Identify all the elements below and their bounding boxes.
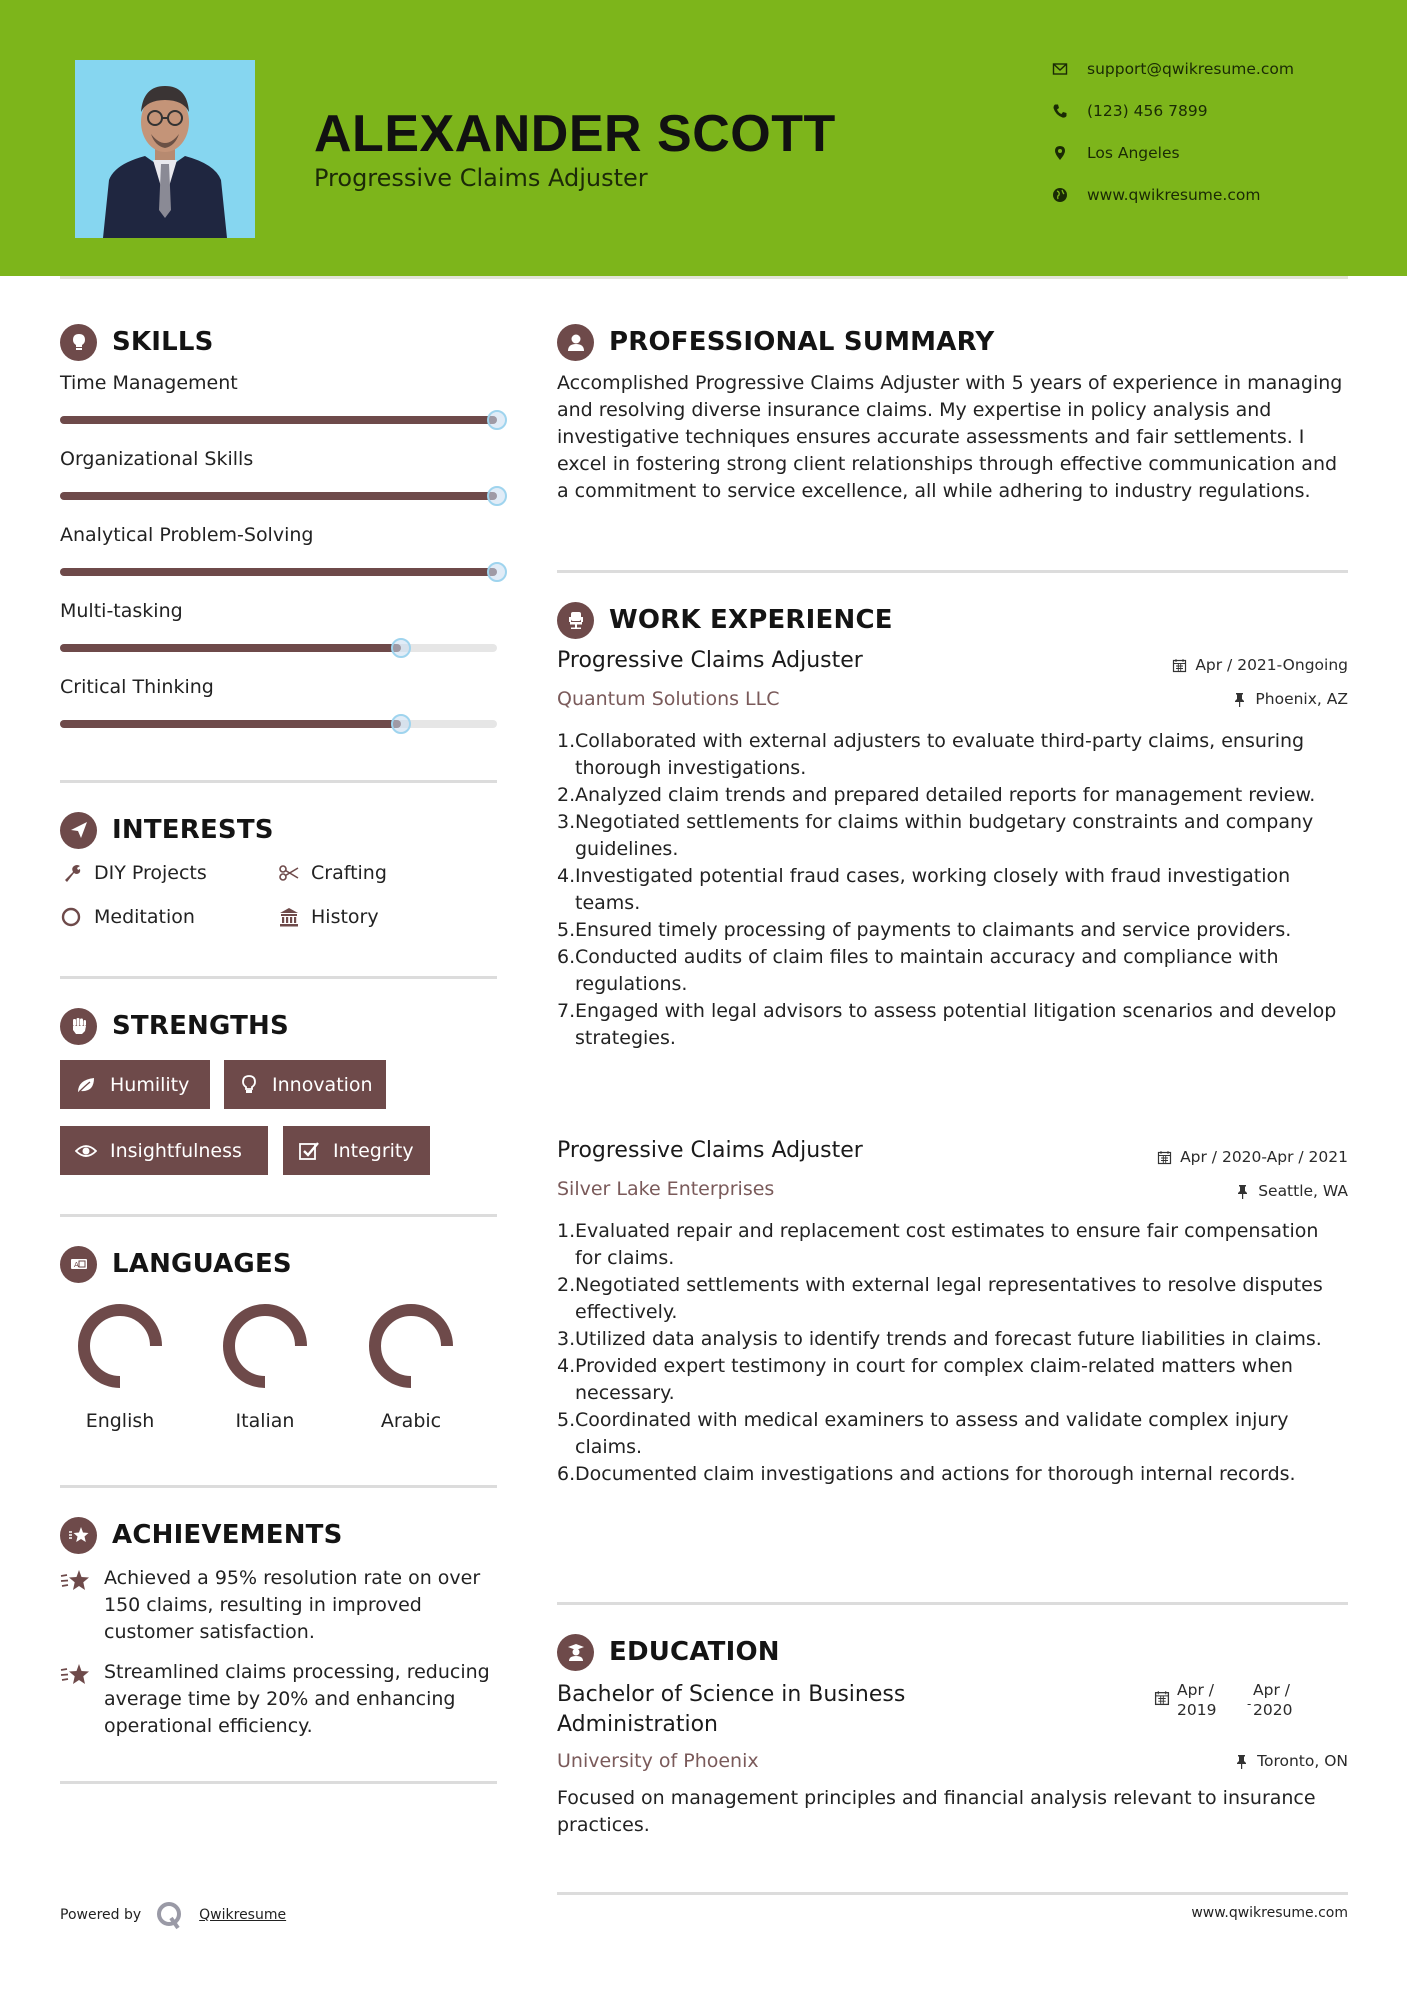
contact-location <box>1050 141 1180 165</box>
interest-item <box>60 859 207 887</box>
language-label: Italian <box>235 1410 295 1432</box>
summary-title: PROFESSIONAL SUMMARY <box>609 327 995 357</box>
job-dates-text: Apr / 2020-Apr / 2021 <box>1180 1148 1348 1166</box>
education-heading <box>557 1632 780 1672</box>
contact-phone[interactable] <box>1050 99 1208 123</box>
experience-heading <box>557 600 893 640</box>
skill-label: Multi-tasking <box>60 600 183 622</box>
strength-chip <box>60 1126 268 1175</box>
job-company: Quantum Solutions LLC <box>557 688 780 710</box>
strength-chip <box>60 1060 210 1109</box>
languages-title: LANGUAGES <box>112 1249 292 1279</box>
star-badge-icon <box>60 1517 97 1554</box>
star-icon <box>60 1661 92 1689</box>
interest-item <box>277 903 379 931</box>
list-item: 4. Provided expert testimony in court for complex claim-related matters when necessary. <box>557 1355 1293 1404</box>
pushpin-icon <box>1234 1183 1250 1199</box>
skill-bar-fill <box>60 644 401 652</box>
skill-label: Critical Thinking <box>60 676 214 698</box>
education-location-text: Toronto, ON <box>1257 1752 1348 1770</box>
skill-bar-knob <box>487 410 507 430</box>
svg-text:A: A <box>73 1261 79 1269</box>
strength-label: Insightfulness <box>110 1139 242 1162</box>
education-school: University of Phoenix <box>557 1750 759 1772</box>
job-title: Progressive Claims Adjuster <box>557 648 863 673</box>
skill-bar-fill <box>60 720 401 728</box>
section-divider <box>557 1602 1348 1605</box>
contact-website-text: www.qwikresume.com <box>1087 186 1261 204</box>
skill-bar <box>60 492 497 500</box>
education-degree: Bachelor of Science in Business Administration <box>557 1682 906 1737</box>
user-icon <box>557 324 594 361</box>
language-item <box>205 1300 325 1432</box>
skill-label: Organizational Skills <box>60 448 254 470</box>
job-title: Progressive Claims Adjuster <box>557 1138 863 1163</box>
language-item <box>60 1300 180 1432</box>
contact-phone-text: (123) 456 7899 <box>1087 102 1208 120</box>
education-description: Focused on management principles and financial analysis relevant to insurance practices. <box>557 1787 1316 1836</box>
achievement-item <box>60 1659 500 1740</box>
job-dates <box>1156 1148 1348 1166</box>
education-title: EDUCATION <box>609 1637 780 1667</box>
strength-label: Innovation <box>272 1073 373 1096</box>
calendar-icon <box>1154 1690 1170 1706</box>
language-progress-ring <box>219 1300 311 1392</box>
graduate-icon <box>557 1634 594 1671</box>
education-location <box>1233 1752 1348 1770</box>
education-start-year: 2019 <box>1177 1701 1217 1719</box>
contact-location-text: Los Angeles <box>1087 144 1180 162</box>
skill-bar-fill <box>60 416 497 424</box>
language-progress-ring <box>365 1300 457 1392</box>
strength-chip <box>283 1126 430 1175</box>
strength-chip <box>224 1060 386 1109</box>
scissors-icon <box>277 861 301 885</box>
job-location <box>1234 1182 1348 1200</box>
interest-item <box>60 903 195 931</box>
powered-by <box>60 1900 286 1930</box>
job-company: Silver Lake Enterprises <box>557 1178 775 1200</box>
education-end-month: Apr / <box>1253 1681 1290 1699</box>
strength-label: Integrity <box>333 1139 414 1162</box>
education-date-separator: - <box>1247 1697 1252 1711</box>
strengths-heading <box>60 1006 289 1046</box>
interest-item <box>277 859 387 887</box>
candidate-name: ALEXANDER SCOTT <box>314 105 836 163</box>
list-item: 3. Utilized data analysis to identify trends and forecast future liabilities in claims. <box>557 1328 1322 1350</box>
summary-heading <box>557 322 994 362</box>
skill-bar <box>60 644 497 652</box>
achievement-text: Achieved a 95% resolution rate on over 150 claims, resulting in improved customer satisfaction. <box>104 1567 481 1643</box>
office-chair-icon <box>557 602 594 639</box>
section-divider <box>60 1485 497 1488</box>
phone-icon <box>1050 101 1070 121</box>
language-label: Arabic <box>380 1410 442 1432</box>
achievements-title: ACHIEVEMENTS <box>112 1520 343 1550</box>
skill-bar <box>60 720 497 728</box>
globe-icon <box>1050 185 1070 205</box>
contact-email[interactable] <box>1050 57 1294 81</box>
skill-bar-knob <box>391 714 411 734</box>
list-item: 1. Evaluated repair and replacement cost estimates to ensure fair compensation for claims. <box>557 1220 1319 1269</box>
skills-heading <box>60 322 214 362</box>
calendar-icon <box>1156 1149 1172 1165</box>
skill-bar <box>60 568 497 576</box>
job-responsibilities <box>557 728 1347 1052</box>
job-dates <box>1171 656 1348 674</box>
list-item: 6. Conducted audits of claim files to maintain accuracy and compliance with regulations. <box>557 946 1279 995</box>
skill-bar-knob <box>487 562 507 582</box>
job-responsibilities <box>557 1218 1347 1488</box>
header-underline <box>60 276 1348 279</box>
skill-bar-fill <box>60 492 497 500</box>
envelope-icon <box>1050 59 1070 79</box>
list-item: 6. Documented claim investigations and actions for thorough internal records. <box>557 1463 1296 1485</box>
strength-label: Humility <box>110 1073 190 1096</box>
job-location <box>1231 690 1348 708</box>
footer-divider <box>557 1892 1348 1895</box>
skill-bar-fill <box>60 568 497 576</box>
skill-label: Analytical Problem-Solving <box>60 524 314 546</box>
star-icon <box>60 1567 92 1595</box>
education-start-month: Apr / <box>1177 1681 1214 1699</box>
achievement-item <box>60 1565 500 1646</box>
map-marker-icon <box>1050 143 1070 163</box>
summary-text: Accomplished Progressive Claims Adjuster with 5 years of experience in managing and resolving diverse insurance claims. My expertise in policy analysis and investigative techniques ensures accurate assessments and fair settlements. I excel in fostering strong client relationships through effective communication and a commitment to service excellence, all while adhering to industry regulations. <box>557 372 1343 502</box>
list-item: 1. Collaborated with external adjusters to evaluate third-party claims, ensuring thorough investigations. <box>557 730 1305 779</box>
skills-title: SKILLS <box>112 327 214 357</box>
education-start <box>1177 1680 1247 1720</box>
job-dates-text: Apr / 2021-Ongoing <box>1195 656 1348 674</box>
skill-bar <box>60 416 497 424</box>
interest-label: Meditation <box>94 906 195 928</box>
language-progress-ring <box>74 1300 166 1392</box>
lightbulb-icon <box>60 324 97 361</box>
leaf-icon <box>74 1073 98 1097</box>
list-item: 2. Analyzed claim trends and prepared detailed reports for management review. <box>557 784 1316 806</box>
eye-icon <box>74 1139 98 1163</box>
circle-icon <box>60 905 84 929</box>
list-item: 7. Engaged with legal advisors to assess potential litigation scenarios and develop strategies. <box>557 1000 1337 1049</box>
qwikresume-logo-icon <box>155 1900 185 1930</box>
job-location-text: Seattle, WA <box>1258 1182 1348 1200</box>
checkbox-icon <box>297 1139 321 1163</box>
achievement-text: Streamlined claims processing, reducing average time by 20% and enhancing operational efficiency. <box>104 1661 490 1737</box>
contact-email-text: support@qwikresume.com <box>1087 60 1294 78</box>
fist-icon <box>60 1008 97 1045</box>
interests-title: INTERESTS <box>112 815 274 845</box>
powered-by-text: Powered by <box>60 1907 142 1923</box>
interest-label: History <box>311 906 379 928</box>
lightbulb-icon <box>238 1073 260 1097</box>
paper-plane-icon <box>60 812 97 849</box>
pushpin-icon <box>1231 691 1247 707</box>
list-item: 5. Coordinated with medical examiners to assess and validate complex injury claims. <box>557 1409 1289 1458</box>
experience-title: WORK EXPERIENCE <box>609 605 893 635</box>
list-item: 3. Negotiated settlements for claims within budgetary constraints and company guidelines. <box>557 811 1314 860</box>
qwikresume-link[interactable]: Qwikresume <box>199 1907 287 1923</box>
calendar-icon <box>1171 657 1187 673</box>
section-divider <box>557 570 1348 573</box>
skill-bar-knob <box>487 486 507 506</box>
bank-icon <box>277 905 301 929</box>
footer-website[interactable]: www.qwikresume.com <box>1191 1905 1348 1921</box>
wrench-icon <box>60 861 84 885</box>
profile-photo <box>75 60 255 238</box>
education-end <box>1253 1680 1323 1720</box>
section-divider <box>60 1214 497 1217</box>
achievements-heading <box>60 1515 343 1555</box>
language-label: English <box>85 1410 155 1432</box>
list-item: 4. Investigated potential fraud cases, working closely with fraud investigation teams. <box>557 865 1291 914</box>
candidate-title: Progressive Claims Adjuster <box>314 164 648 192</box>
skill-label: Time Management <box>60 372 238 394</box>
skill-bar-knob <box>391 638 411 658</box>
interest-label: DIY Projects <box>94 862 207 884</box>
list-item: 2. Negotiated settlements with external legal representatives to resolve disputes effectively. <box>557 1274 1323 1323</box>
job-location-text: Phoenix, AZ <box>1255 690 1348 708</box>
strengths-title: STRENGTHS <box>112 1011 289 1041</box>
section-divider <box>60 976 497 979</box>
interests-heading <box>60 810 274 850</box>
pushpin-icon <box>1233 1753 1249 1769</box>
contact-website[interactable] <box>1050 183 1260 207</box>
language-item <box>351 1300 471 1432</box>
education-end-year: 2020 <box>1253 1701 1293 1719</box>
section-divider <box>60 780 497 783</box>
list-item: 5. Ensured timely processing of payments to claimants and service providers. <box>557 919 1292 941</box>
section-divider <box>60 1781 497 1784</box>
education-dates <box>1154 1680 1323 1720</box>
languages-heading <box>60 1244 292 1284</box>
language-icon <box>60 1246 97 1283</box>
interest-label: Crafting <box>311 862 387 884</box>
